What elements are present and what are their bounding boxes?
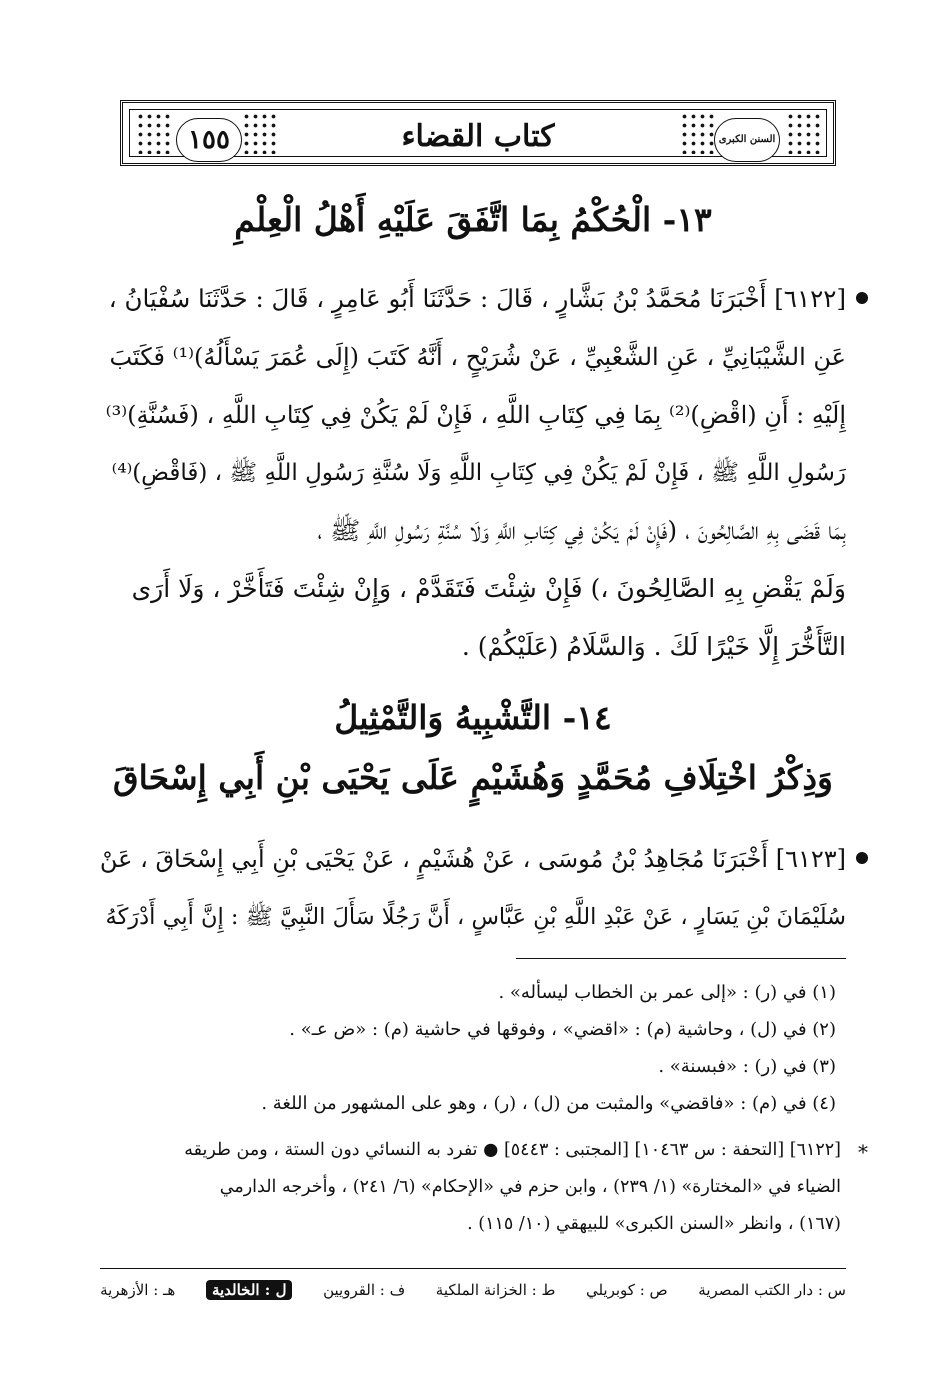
banner-inner-frame bbox=[129, 109, 827, 157]
ornament-right-inner bbox=[680, 112, 714, 154]
ornament-left-inner bbox=[242, 112, 276, 154]
text-line: [٦١٢٣] أَخْبَرَنَا مُجَاهِدُ بْنُ مُوسَى ، عَنْ هُشَيْمٍ ، عَنْ يَحْيَى بْنِ أَبِي إِسْحَاقَ ، عَنْ bbox=[99, 845, 846, 873]
source-note-asterisk: * bbox=[858, 1140, 868, 1164]
legend-item-highlighted: ل : الخالدية bbox=[206, 1280, 293, 1300]
page-number: ١٥٥ bbox=[176, 118, 242, 162]
footnotes bbox=[120, 974, 836, 1122]
hadith-bullet bbox=[856, 292, 868, 304]
source-note-line: (١٦٧) ، وانظر «السنن الكبرى» للبيهقي (١٠/ ١١٥) . bbox=[467, 1214, 841, 1234]
source-note-line: [٦١٢٢] [التحفة : س ١٠٤٦٣] [المجتبى : ٥٤٤٣] ● تفرد به النسائي دون الستة ، ومن طريقه bbox=[184, 1140, 841, 1160]
text-line: التَّأَخُّرَ إِلَّا خَيْرًا لَكَ . وَالسَّلَامُ (عَلَيْكُمْ) . bbox=[461, 632, 846, 661]
text-line: بِمَا قَضَى بِهِ الصَّالِحُونَ ، (فَإِنْ لَمْ يَكُنْ فِي كِتَابِ اللَّهِ وَلَا سُنَّةِ رَسُولِ اللَّهِ ﷺ ، bbox=[317, 516, 846, 545]
section-13-heading: ١٣- الْحُكْمُ بِمَا اتَّفَقَ عَلَيْهِ أَهْلُ الْعِلْمِ bbox=[234, 200, 712, 239]
hadith-bullet bbox=[856, 852, 868, 864]
ornament-right-outer bbox=[786, 112, 820, 154]
text-line: وَلَمْ يَقْضِ بِهِ الصَّالِحُونَ ،) فَإِنْ شِئْتَ فَتَقَدَّمْ ، وَإِنْ شِئْتَ فَتَأَخَّرْ ، وَلَا أَرَى bbox=[131, 574, 846, 603]
text-line: [٦١٢٢] أَخْبَرَنَا مُحَمَّدُ بْنُ بَشَّارٍ ، قَالَ : حَدَّثَنَا أَبُو عَامِرٍ ، قَالَ : حَدَّثَنَا سُفْيَانُ ، bbox=[108, 284, 846, 313]
legend-item: ف : القرويين bbox=[323, 1280, 406, 1299]
source-note bbox=[112, 1132, 841, 1243]
legend-item: ص : كوبريلي bbox=[585, 1280, 668, 1299]
manuscript-legend bbox=[100, 1268, 846, 1304]
text-line: سُلَيْمَانَ بْنِ يَسَارٍ ، عَنْ عَبْدِ اللَّهِ بْنِ عَبَّاسٍ ، أَنَّ رَجُلًا سَأَلَ النَّبِيَّ ﷺ : إِنَّ أَبِي أَدْرَكَهُ bbox=[105, 904, 846, 930]
legend-item: هـ : الأزهرية bbox=[100, 1280, 176, 1299]
legend-item: ط : الخزانة الملكية bbox=[435, 1280, 556, 1299]
legend-item: س : دار الكتب المصرية bbox=[698, 1280, 846, 1299]
hadith-6123-text bbox=[100, 830, 846, 946]
section-14-heading: ١٤- التَّشْبِيهُ وَالتَّمْثِيلُ bbox=[334, 698, 612, 737]
footnote: (٤) في (م) : «فاقضي» والمثبت من (ل) ، (ر) ، وهو على المشهور من اللغة . bbox=[261, 1093, 836, 1114]
footnote: (٢) في (ل) ، وحاشية (م) : «اقضي» ، وفوقها في حاشية (م) : «ض عـ» . bbox=[289, 1019, 836, 1040]
text-line: إِلَيْهِ : أَنِ (اقْضِ)⁽²⁾ بِمَا فِي كِتَابِ اللَّهِ ، فَإِنْ لَمْ يَكُنْ فِي كِتَابِ اللَّهِ ، (فَسُنَّةِ)⁽³⁾ bbox=[105, 401, 846, 429]
hadith-6122-text bbox=[100, 270, 846, 676]
text-line: رَسُولِ اللَّهِ ﷺ ، فَإِنْ لَمْ يَكُنْ فِي كِتَابِ اللَّهِ وَلَا سُنَّةِ رَسُولِ اللَّهِ ﷺ ، (فَاقْضِ)⁽⁴⁾ bbox=[111, 460, 846, 486]
book-title: كتاب القضاء bbox=[401, 119, 555, 154]
footnote: (٣) في (ر) : «فبسنة» . bbox=[658, 1056, 836, 1077]
section-14-subheading: وَذِكْرُ اخْتِلَافِ مُحَمَّدٍ وَهُشَيْمٍ عَلَى يَحْيَى بْنِ أَبِي إِسْحَاقَ bbox=[113, 758, 833, 797]
page-header-banner bbox=[120, 100, 836, 166]
source-note-line: الضياء في «المختارة» (١/ ٢٣٩) ، وابن حزم في «الإحكام» (٦/ ٢٤١) ، وأخرجه الدارمي bbox=[219, 1177, 841, 1197]
footnote: (١) في (ر) : «إلى عمر بن الخطاب ليسأله» . bbox=[498, 982, 836, 1003]
footnote-separator bbox=[516, 958, 846, 959]
text-line: عَنِ الشَّيْبَانِيِّ ، عَنِ الشَّعْبِيِّ ، عَنْ شُرَيْحٍ ، أَنَّهُ كَتَبَ (إِلَى عُمَرَ يَسْأَلُهُ)⁽¹⁾ فَكَتَبَ bbox=[109, 343, 846, 371]
book-seal-logo: السنن الكبرى bbox=[714, 118, 780, 162]
ornament-left-outer bbox=[136, 112, 170, 154]
